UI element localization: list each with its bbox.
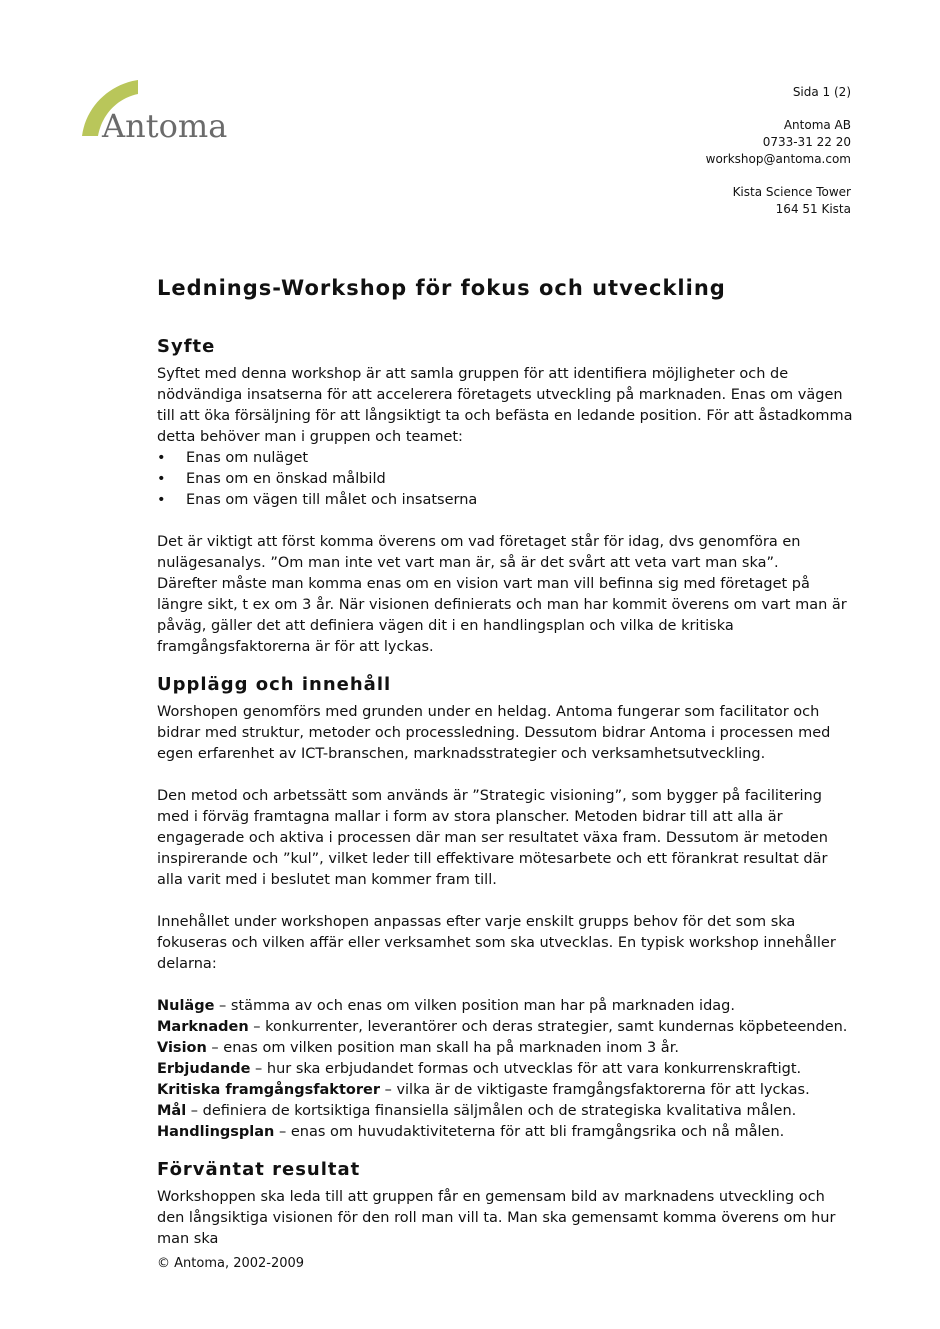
list-item xyxy=(157,1122,853,1143)
part-description: – definiera de kortsiktiga finansiella säljmålen och de strategiska kvalitativa målen. xyxy=(186,1103,797,1119)
footer-copyright: © Antoma, 2002-2009 xyxy=(157,1256,305,1271)
upplagg-paragraph-3: Innehållet under workshopen anpassas efter varje enskilt grupps behov för det som ska fokuseras och vilken affär eller verksamhet som ska utvecklas. En typisk workshop innehåller delarna: xyxy=(157,914,836,972)
list-item: • Enas om en önskad målbild xyxy=(157,469,853,490)
company-name: Antoma AB xyxy=(783,118,851,132)
part-term: Erbjudande xyxy=(157,1061,251,1077)
list-item: • Enas om vägen till målet och insatserna xyxy=(157,490,853,511)
part-term: Kritiska framgångsfaktorer xyxy=(157,1082,380,1098)
list-item xyxy=(157,1101,853,1122)
antoma-logo xyxy=(80,78,260,148)
part-description: – enas om vilken position man skall ha på marknaden inom 3 år. xyxy=(206,1040,679,1056)
logo-text: Antoma xyxy=(102,107,228,145)
syfte-bullet-list xyxy=(157,448,853,511)
part-description: – stämma av och enas om vilken position man har på marknaden idag. xyxy=(214,998,735,1014)
header-info xyxy=(706,84,851,218)
address-line-1: Kista Science Tower xyxy=(732,185,851,199)
syfte-intro: Syftet med denna workshop är att samla gruppen för att identifiera möjligheter och de nödvändiga insatserna för att accelerera företagets utveckling på marknaden. Enas om vägen till att öka försäljning för att långsiktigt ta och befästa en ledande position. För att åstadkomma detta behöver man i gruppen och teamet: xyxy=(157,366,853,445)
page-label: Sida 1 (2) xyxy=(792,85,851,99)
resultat-paragraph-1: Workshoppen ska leda till att gruppen får en gemensam bild av marknadens utveckling och den långsiktiga visionen för den roll man vill ta. Man ska gemensamt komma överens om hur man ska xyxy=(157,1189,836,1247)
part-description: – hur ska erbjudandet formas och utvecklas för att vara konkurrenskraftigt. xyxy=(250,1061,802,1077)
part-description: – vilka är de viktigaste framgångsfaktorerna för att lyckas. xyxy=(379,1082,810,1098)
upplagg-paragraph-1: Worshopen genomförs med grunden under en heldag. Antoma fungerar som facilitator och bidrar med struktur, metoder och processledning. Dessutom bidrar Antoma i processen med egen erfarenhet av ICT-branschen, marknadsstrategier och verksamhetsutveckling. xyxy=(157,704,831,762)
part-term: Handlingsplan xyxy=(157,1124,275,1140)
address-line-2: 164 51 Kista xyxy=(775,202,851,216)
part-term: Marknaden xyxy=(157,1019,249,1035)
upplagg-paragraph-2: Den metod och arbetssätt som används är ”Strategic visioning”, som bygger på facilitering med i förväg framtagna mallar i form av stora planscher. Metoden bidrar till att alla är engagerade och aktiva i processen där man ser resultatet växa fram. Dessutom är metoden inspirerande och ”kul”, vilket leder till effektivare mötesarbete och ett förankrat resultat där alla varit med i beslutet man kommer fram till. xyxy=(157,788,828,888)
workshop-parts-list xyxy=(157,996,853,1143)
section-heading-resultat: Förväntat resultat xyxy=(157,1159,361,1180)
list-item xyxy=(157,1080,853,1101)
document-body xyxy=(157,272,853,1250)
section-heading-syfte: Syfte xyxy=(157,336,216,357)
part-description: – konkurrenter, leverantörer och deras strategier, samt kundernas köpbeteenden. xyxy=(248,1019,848,1035)
section-heading-upplagg: Upplägg och innehåll xyxy=(157,674,392,695)
list-item xyxy=(157,1059,853,1080)
syfte-paragraph-2: Det är viktigt att först komma överens om vad företaget står för idag, dvs genomföra en nulägesanalys. ”Om man inte vet vart man är, så är det svårt att veta vart man ska”. xyxy=(157,534,801,571)
list-item xyxy=(157,996,853,1017)
document-title: Lednings-Workshop för fokus och utveckling xyxy=(157,276,726,300)
company-phone: 0733-31 22 20 xyxy=(762,135,851,149)
part-term: Vision xyxy=(157,1040,207,1056)
part-term: Nuläge xyxy=(157,998,215,1014)
company-email: workshop@antoma.com xyxy=(705,152,851,166)
list-item: • Enas om nuläget xyxy=(157,448,853,469)
list-item xyxy=(157,1038,853,1059)
part-term: Mål xyxy=(157,1103,187,1119)
part-description: – enas om huvudaktiviteterna för att bli framgångsrika och nå målen. xyxy=(274,1124,785,1140)
list-item xyxy=(157,1017,853,1038)
syfte-paragraph-3: Därefter måste man komma enas om en vision vart man vill befinna sig med företaget på längre sikt, t ex om 3 år. När visionen definierats och man har kommit överens om vart man är påväg, gäller det att definiera vägen dit i en handlingsplan och vilka de kritiska framgångsfaktorerna är för att lyckas. xyxy=(157,576,847,655)
